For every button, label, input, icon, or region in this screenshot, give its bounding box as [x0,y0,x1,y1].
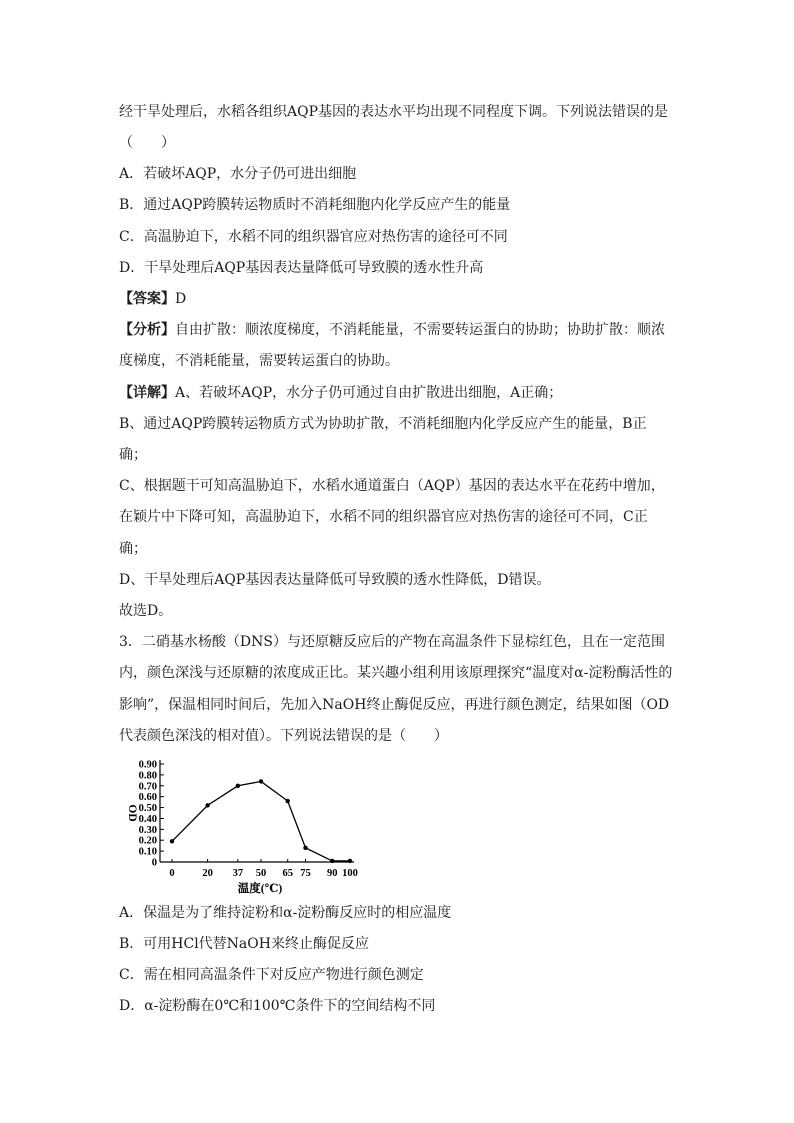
series-line [172,781,350,860]
y-axis-label: OD [126,804,138,822]
detail-line-b: B、通过AQP跨膜转运物质方式为协助扩散，不消耗细胞内化学反应产生的能量，B正 [119,416,647,432]
q3-stem-line-1: 3．二硝基水杨酸（DNS）与还原糖反应后的产物在高温条件下显棕红色，且在一定范围 [119,634,665,650]
y-tick-label: 0.90 [138,759,157,771]
detail-line-c3: 确； [119,541,147,557]
y-tick-label: 0.40 [138,813,157,825]
answer-text: D [175,291,187,307]
analysis-line-1 [119,320,665,340]
y-tick-label: 0.30 [138,824,157,836]
detail-text-1: A、若破坏AQP，水分子仍可通过自由扩散进出细胞，A正确； [175,385,563,401]
detail-tag: 【详解】 [119,385,175,401]
detail-line-b2: 确； [119,447,147,463]
y-tick-label: 0.80 [138,770,157,782]
x-tick-label: 75 [300,868,311,879]
x-tick-label: 90 [326,868,338,879]
q3-option-d: D．α-淀粉酶在0℃和100℃条件下的空间结构不同 [119,998,436,1014]
analysis-text-1: 自由扩散：顺浓度梯度，不消耗能量，不需要转运蛋白的协助；协助扩散：顺浓 [175,322,665,338]
q3-option-c: C．需在相同高温条件下对反应产物进行颜色测定 [119,967,424,983]
analysis-tag: 【分析】 [119,322,175,338]
data-point [330,859,334,863]
data-point [205,803,209,807]
data-point [259,779,263,783]
x-tick-label: 65 [282,868,293,879]
q3-option-b: B．可用HCl代替NaOH来终止酶促反应 [119,936,369,952]
y-tick-label: 0.60 [138,792,157,804]
analysis-line-2: 度梯度，不消耗能量，需要转运蛋白的协助。 [119,353,399,369]
data-point [170,839,174,843]
q3-stem-line-2: 内，颜色深浅与还原糖的浓度成正比。某兴趣小组利用该原理探究“温度对α-淀粉酶活性的 [119,665,673,681]
q3-stem-line-4: 代表颜色深浅的相对值）。下列说法错误的是（ ） [119,728,448,744]
q2-stem-line: 经干旱处理后，水稻各组织AQP基因的表达水平均出现不同程度下调。下列说法错误的是 [119,104,669,120]
od-temperature-chart [118,752,368,898]
q2-option-d: D．干旱处理后AQP基因表达量降低可导致膜的透水性升高 [119,260,484,276]
q2-option-b: B．通过AQP跨膜转运物质时不消耗细胞内化学反应产生的能量 [119,197,511,213]
y-tick-label: 0.20 [138,835,157,847]
data-point [236,784,240,788]
x-tick-label: 0 [169,868,175,879]
x-tick-label: 100 [342,868,358,879]
detail-conclusion: 故选D。 [119,603,173,619]
answer-line [119,289,186,309]
data-point [303,846,307,850]
q3-option-a: A．保温是为了维持淀粉和α-淀粉酶反应时的相应温度 [119,905,452,921]
detail-line-c2: 在颖片中下降可知，高温胁迫下，水稻不同的组织器官应对热伤害的途径可不同，C正 [119,509,648,525]
q2-stem-bracket: （ ） [119,135,175,151]
y-tick-label: 0.50 [138,803,157,815]
x-tick-label: 37 [232,868,244,879]
data-point [348,859,352,863]
q2-option-c: C．高温胁迫下，水稻不同的组织器官应对热伤害的途径可不同 [119,229,508,245]
y-tick-label: 0.10 [138,846,157,858]
q2-option-a: A．若破坏AQP，水分子仍可进出细胞 [119,166,357,182]
q3-stem-line-3: 影响”，保温相同时间后，先加入NaOH终止酶促反应，再进行颜色测定，结果如图（OD [119,697,670,713]
x-tick-label: 20 [202,868,213,879]
detail-line-c: C、根据题干可知高温胁迫下，水稻水通道蛋白（AQP）基因的表达水平在花药中增加， [119,478,665,494]
data-point [286,799,290,803]
answer-tag: 【答案】 [119,291,175,307]
y-tick-label: 0 [151,857,157,869]
detail-line-1 [119,383,562,403]
x-axis-label: 温度(℃) [237,883,283,895]
y-tick-label: 0.70 [138,781,157,793]
detail-line-d: D、干旱处理后AQP基因表达量降低可导致膜的透水性降低，D错误。 [119,572,551,588]
x-tick-label: 50 [255,868,267,879]
